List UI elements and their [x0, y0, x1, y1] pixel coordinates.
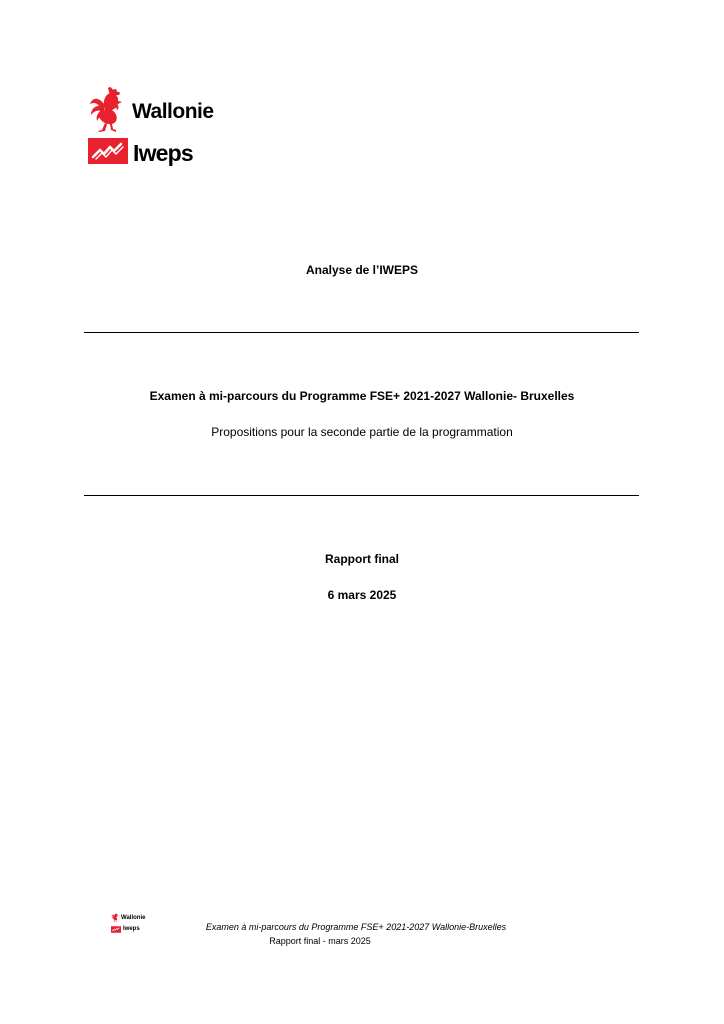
rooster-icon [88, 86, 130, 137]
footer-wallonie-text: Wallonie [121, 915, 146, 921]
report-type: Rapport final [325, 552, 399, 566]
wallonie-logo-text: Wallonie [132, 99, 214, 123]
document-label: Analyse de l’IWEPS [305, 263, 419, 277]
iweps-logo [88, 138, 193, 169]
top-divider [84, 332, 639, 333]
iweps-wave-icon [88, 138, 128, 169]
footer-title: Examen à mi-parcours du Programme FSE+ 2021-2027 Wallonie-Bruxelles [205, 922, 507, 932]
footer-iweps-wave-icon [111, 920, 121, 938]
document-title: Examen à mi-parcours du Programme FSE+ 2021-2027 Wallonie- Bruxelles [149, 389, 575, 403]
report-date: 6 mars 2025 [327, 588, 397, 602]
footer-logo [111, 909, 151, 931]
footer-iweps-text: Iweps [123, 926, 140, 932]
wallonie-logo [88, 86, 214, 137]
header-logo [88, 86, 248, 170]
footer-subtitle: Rapport final - mars 2025 [269, 936, 371, 946]
footer-iweps-logo [111, 920, 140, 938]
document-subtitle: Propositions pour la seconde partie de la programmation [211, 425, 513, 439]
iweps-logo-text: Iweps [133, 140, 193, 166]
bottom-divider [84, 495, 639, 496]
